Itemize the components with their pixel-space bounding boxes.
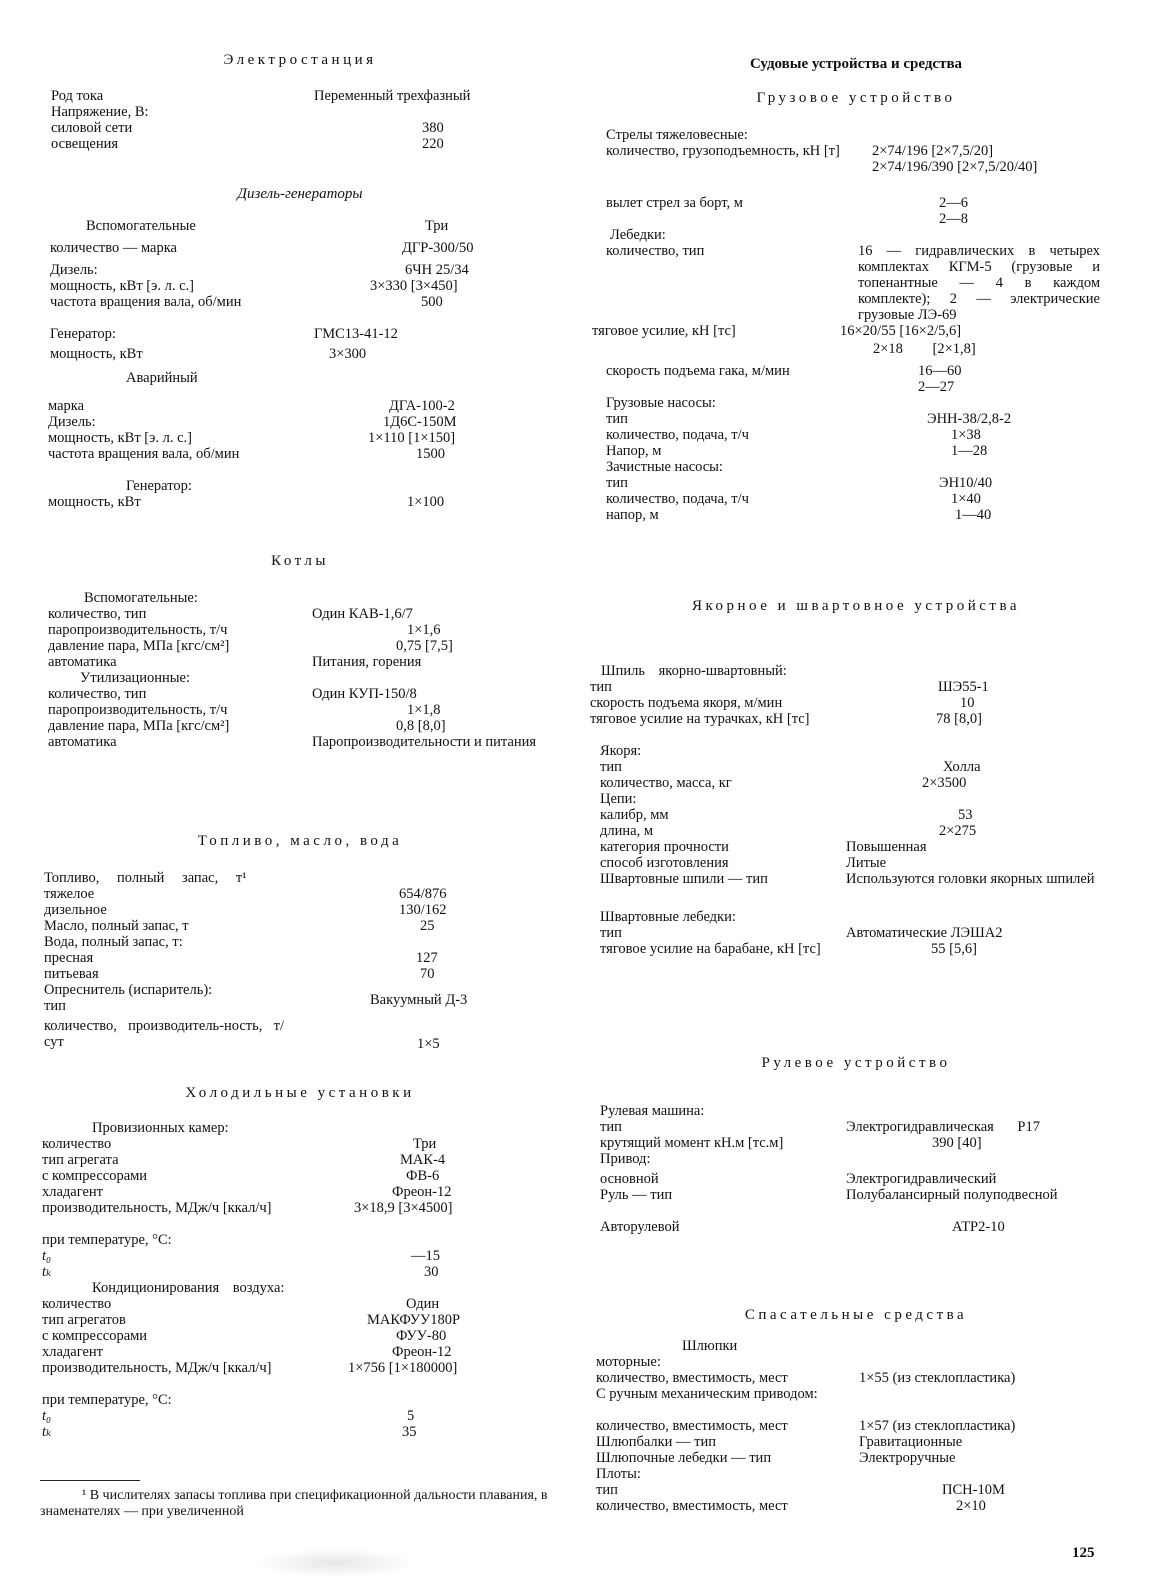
footnote: ¹ В числителях запасы топлива при спецификационной дальности плавания, в знаменателях — при увеличенной <box>40 1488 548 1519</box>
footnote-rule <box>40 1480 140 1481</box>
group-heading: Утилизационные: <box>80 670 191 686</box>
table-row: освещения 220 <box>51 136 444 152</box>
table-row: длина, м 2×275 <box>600 823 977 839</box>
table-row: при температуре, °С: <box>42 1232 172 1248</box>
table-row: тип агрегатов МАКФУУ180Р <box>42 1312 461 1328</box>
section-refrigeration <box>40 1083 560 1103</box>
table-row: Стрелы тяжеловесные: <box>606 127 748 143</box>
table-row: мощность, кВт [э. л. с.] 1×110 [1×150] <box>48 430 456 446</box>
table-row: пресная 127 <box>44 950 438 966</box>
table-row: автоматика Паропроизводительности и питания <box>48 734 537 750</box>
table-row: тип Холла <box>600 759 981 775</box>
table-row: Масло, полный запас, т 25 <box>44 918 435 934</box>
steering-rows <box>596 1103 1116 1235</box>
table-row: количество, тип Один КАВ-1,6/7 <box>48 606 413 622</box>
group-heading: Провизионных камер: <box>92 1120 229 1136</box>
group-heading: Шлюпки <box>682 1338 738 1354</box>
table-row: тяговое усилие на турачках, кН [тс] 78 [8,0] <box>590 711 982 727</box>
table-row: силовой сети 380 <box>51 120 444 136</box>
table-row: Опреснитель (испаритель): <box>44 982 213 998</box>
table-row: t₀ —15 <box>42 1248 440 1264</box>
table-row: тяжелое 654/876 <box>44 886 447 902</box>
table-row: мощность, кВт [э. л. с.] 3×330 [3×450] <box>50 278 458 294</box>
page-number: 125 <box>1072 1545 1095 1561</box>
section-lifesaving <box>596 1305 1116 1325</box>
table-row: Напряжение, В: <box>51 104 149 120</box>
table-row: количество, грузоподъемность, кН [т] 2×74/196 [2×7,5/20] <box>606 143 994 159</box>
table-row: хладагент Фреон-12 <box>42 1344 452 1360</box>
table-row: количество, производитель-ность, т/сут 1×5 <box>44 1018 440 1052</box>
table-row: t₀ 5 <box>42 1408 415 1424</box>
boilers-rows <box>40 590 560 766</box>
table-row: Род тока Переменный трехфазный <box>51 88 471 104</box>
table-row: Топливо, полный запас, т¹ <box>44 870 247 886</box>
section-boilers <box>40 551 560 571</box>
section-cargo <box>596 88 1116 108</box>
table-row: Плоты: <box>596 1466 641 1482</box>
table-row: категория прочности Повышенная <box>600 839 927 855</box>
table-row: количество, подача, т/ч 1×40 <box>606 491 981 507</box>
section-title: Рулевое устройство <box>761 1055 951 1071</box>
table-row: тип ЭНН-38/2,8-2 <box>606 411 1012 427</box>
table-row: тип агрегата МАК-4 <box>42 1152 446 1168</box>
subsection-title: Дизель-генераторы <box>237 186 363 202</box>
table-row: 2×74/196/390 [2×7,5/20/40] <box>872 159 1038 175</box>
table-row: вылет стрел за борт, м 2—6 <box>606 195 968 211</box>
table-row: мощность, кВт 1×100 <box>48 494 445 510</box>
table-row: тип ЭН10/40 <box>606 475 993 491</box>
table-row: количество, вместимость, мест 1×57 (из стеклопластика) <box>596 1418 1016 1434</box>
table-row: производительность, МДж/ч [ккал/ч] 3×18,9 [3×4500] <box>42 1200 453 1216</box>
table-row: тип ШЭ55-1 <box>590 679 989 695</box>
table-row: Грузовые насосы: <box>606 395 716 411</box>
section-title: Топливо, масло, вода <box>197 833 403 849</box>
table-row: тип Автоматические ЛЭША2 <box>600 925 1003 941</box>
table-row: Шлюпбалки — тип Гравитационные <box>596 1434 963 1450</box>
table-row: количество — марка ДГР-300/50 <box>50 240 474 256</box>
aux-generators <box>40 218 560 362</box>
section-steering <box>596 1053 1116 1073</box>
section-title: Спасательные средства <box>744 1307 968 1323</box>
table-row: с компрессорами ФУУ-80 <box>42 1328 447 1344</box>
section-title: Грузовое устройство <box>756 90 956 106</box>
table-row: Вспомогательные Три <box>86 218 449 234</box>
table-row: 2×18 [2×1,8] <box>873 341 976 357</box>
table-row: количество, вместимость, мест 1×55 (из стеклопластика) <box>596 1370 1016 1386</box>
table-row: питьевая 70 <box>44 966 435 982</box>
table-row: Шпиль якорно-швартовный: <box>601 663 787 679</box>
table-row: Дизель: 6ЧН 25/34 <box>50 262 469 278</box>
group-heading: Аварийный <box>126 370 198 386</box>
table-row: Лебедки: <box>610 227 666 243</box>
table-row: Якоря: <box>600 743 642 759</box>
table-row: тип ПСН-10М <box>596 1482 1005 1498</box>
table-row: производительность, МДж/ч [ккал/ч] 1×756 [1×180000] <box>42 1360 458 1376</box>
section-title: Котлы <box>271 553 329 569</box>
table-row: с компрессорами ФВ-6 <box>42 1168 440 1184</box>
table-row: количество Три <box>42 1136 437 1152</box>
table-row: Авторулевой АТР2-10 <box>600 1219 1005 1235</box>
refrig-rows <box>40 1120 560 1440</box>
emergency-generator <box>40 370 560 510</box>
table-row: марка ДГА-100-2 <box>48 398 455 414</box>
table-row: дизельное 130/162 <box>44 902 447 918</box>
section-title: Электростанция <box>223 52 377 68</box>
table-row: при температуре, °С: <box>42 1392 172 1408</box>
table-row: С ручным механическим приводом: <box>596 1386 818 1402</box>
lifesaving-rows <box>596 1338 1116 1514</box>
table-row: крутящий момент кН.м [тс.м] 390 [40] <box>600 1135 982 1151</box>
group-heading: Генератор: <box>126 478 192 494</box>
table-row: tₖ 30 <box>42 1264 439 1280</box>
anchor-rows <box>590 663 1116 973</box>
subsection-diesel-generators <box>40 184 560 204</box>
table-row: количество Один <box>42 1296 440 1312</box>
scan-smudge <box>255 1548 415 1578</box>
table-row: 2—27 <box>918 379 955 395</box>
group-heading: Вспомогательные: <box>84 590 198 606</box>
page-title: Судовые устройства и средства <box>749 56 963 72</box>
section-power <box>40 50 560 70</box>
table-row: 2—8 <box>939 211 968 227</box>
table-row: давление пара, МПа [кгс/см²] 0,8 [8,0] <box>48 718 446 734</box>
table-row: Генератор: ГМС13-41-12 <box>50 326 398 342</box>
page-heading <box>596 54 1116 74</box>
table-row: тип Вакуумный Д-3 <box>44 992 468 1014</box>
table-row: способ изготовления Литые <box>600 855 887 871</box>
table-row: Рулевая машина: <box>600 1103 705 1119</box>
table-row: tₖ 35 <box>42 1424 417 1440</box>
table-row: скорость подъема якоря, м/мин 10 <box>590 695 975 711</box>
table-row: мощность, кВт 3×300 <box>50 346 367 362</box>
table-row: Напор, м 1—28 <box>606 443 988 459</box>
table-row: количество, масса, кг 2×3500 <box>600 775 967 791</box>
table-row: давление пара, МПа [кгс/см²] 0,75 [7,5] <box>48 638 453 654</box>
table-row: калибр, мм 53 <box>600 807 973 823</box>
section-title: Холодильные установки <box>185 1085 415 1101</box>
table-row: Цепи: <box>600 791 637 807</box>
table-row: тяговое усилие, кН [тс] 16×20/55 [16×2/5,6] <box>592 323 962 339</box>
table-row: количество, тип Один КУП-150/8 <box>48 686 417 702</box>
table-row: Зачистные насосы: <box>606 459 723 475</box>
section-anchor <box>596 596 1116 616</box>
table-row: количество, вместимость, мест 2×10 <box>596 1498 986 1514</box>
section-title: Якорное и швартовное устройства <box>691 598 1021 614</box>
section-fuel <box>40 831 560 851</box>
cargo-rows <box>592 127 1116 523</box>
power-rows <box>40 88 560 152</box>
table-row: количество, тип 16 — гидравлических в четырех комплектах КГМ-5 (грузовые и топенантные — 4 в каждом комплекте); 2 — электрические грузовые ЛЭ-69 <box>606 243 1100 323</box>
table-row: Руль — тип Полубалансирный полуподвесной <box>600 1187 1058 1203</box>
fuel-rows <box>40 870 560 1054</box>
table-row: тип Электрогидравлическая Р17 <box>600 1119 1040 1135</box>
table-row: частота вращения вала, об/мин 1500 <box>48 446 445 462</box>
table-row: напор, м 1—40 <box>606 507 992 523</box>
table-row: тяговое усилие на барабане, кН [тс] 55 [5,6] <box>600 941 977 957</box>
table-row: Вода, полный запас, т: <box>44 934 183 950</box>
table-row: автоматика Питания, горения <box>48 654 422 670</box>
table-row: Швартовные шпили — тип Используются головки якорных шпилей <box>600 871 1095 887</box>
table-row: хладагент Фреон-12 <box>42 1184 452 1200</box>
table-row: Привод: <box>600 1151 651 1167</box>
table-row: Шлюпочные лебедки — тип Электроручные <box>596 1450 956 1466</box>
table-row: Швартовные лебедки: <box>600 909 736 925</box>
table-row: скорость подъема гака, м/мин 16—60 <box>606 363 962 379</box>
table-row: моторные: <box>596 1354 661 1370</box>
table-row: частота вращения вала, об/мин 500 <box>50 294 443 310</box>
table-row: Дизель: 1Д6С-150М <box>48 414 457 430</box>
table-row: количество, подача, т/ч 1×38 <box>606 427 981 443</box>
group-heading: Кондиционирования воздуха: <box>92 1280 285 1296</box>
table-row: основной Электрогидравлический <box>600 1171 997 1187</box>
table-row: паропроизводительность, т/ч 1×1,6 <box>48 622 441 638</box>
table-row: паропроизводительность, т/ч 1×1,8 <box>48 702 441 718</box>
